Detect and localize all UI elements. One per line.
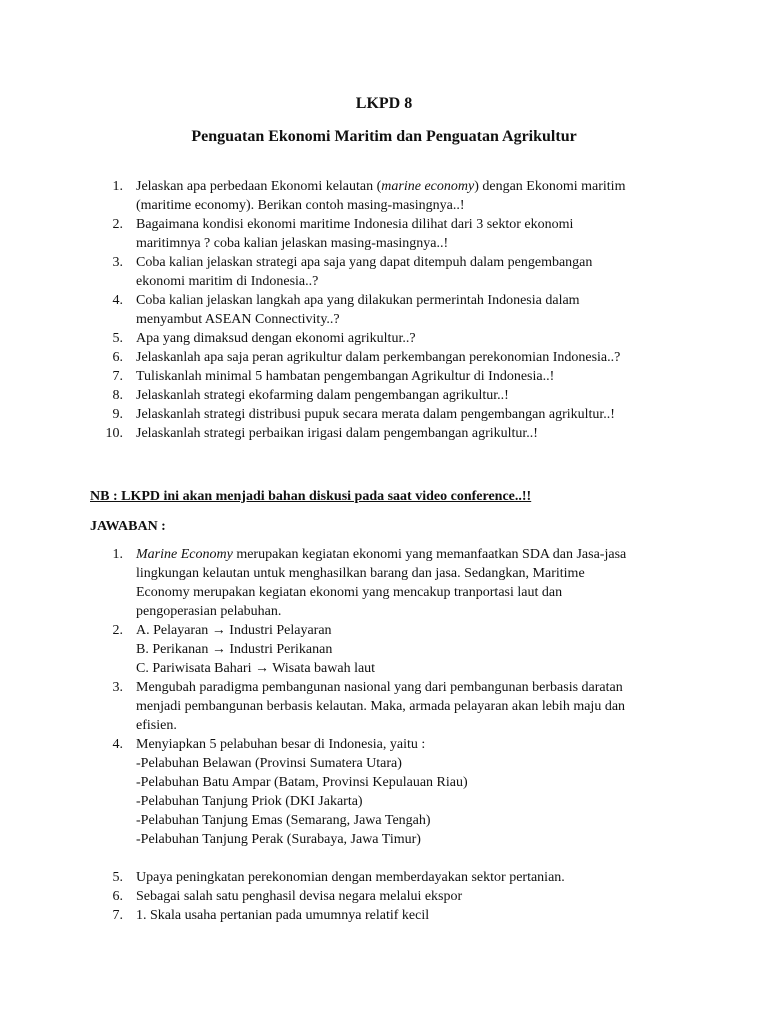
- page-title: LKPD 8: [355, 95, 413, 112]
- question-text: Tuliskanlah minimal 5 hambatan pengembangan Agrikultur di Indonesia..!: [136, 369, 555, 384]
- answer-item-1: [90, 545, 690, 621]
- question-item-6: [90, 348, 690, 367]
- answer-text: efisien.: [136, 718, 177, 733]
- question-text: Apa yang dimaksud dengan ekonomi agrikultur..?: [136, 331, 416, 346]
- answer-number: 6.: [112, 889, 123, 904]
- answer-text: merupakan kegiatan ekonomi yang memanfaatkan SDA dan Jasa-jasa: [232, 547, 627, 562]
- question-list: [90, 177, 690, 443]
- question-item-9: [90, 405, 690, 424]
- question-text: menyambut ASEAN Connectivity..?: [136, 312, 340, 327]
- question-number: 8.: [112, 388, 123, 403]
- answer-text-italic: Marine Economy: [136, 547, 233, 562]
- question-text: Jelaskanlah apa saja peran agrikultur dalam perkembangan perekonomian Indonesia..?: [136, 350, 621, 365]
- answer-item-6: [90, 887, 690, 906]
- answer-number: 4.: [112, 737, 123, 752]
- answer-text: Economy merupakan kegiatan ekonomi yang mencakup tranportasi laut dan: [136, 585, 563, 600]
- question-text: Jelaskanlah strategi distribusi pupuk secara merata dalam pengembangan agrikultur..!: [136, 407, 615, 422]
- question-text: ) dengan Ekonomi maritim: [474, 179, 626, 194]
- question-number: 4.: [112, 293, 123, 308]
- answer-text: -Pelabuhan Tanjung Priok (DKI Jakarta): [136, 794, 363, 809]
- answer-text: Sebagai salah satu penghasil devisa negara melalui ekspor: [136, 889, 463, 904]
- answers-heading: JAWABAN :: [90, 519, 166, 534]
- answer-text: 1. Skala usaha pertanian pada umumnya relatif kecil: [136, 908, 430, 923]
- answer-number: 3.: [112, 680, 123, 695]
- question-text: (maritime economy). Berikan contoh masing-masingnya..!: [136, 198, 465, 213]
- question-text: Coba kalian jelaskan langkah apa yang dilakukan permerintah Indonesia dalam: [136, 293, 580, 308]
- answer-text: B. Perikanan → Industri Perikanan: [136, 642, 333, 657]
- answer-number: 7.: [112, 908, 123, 923]
- question-item-4: [90, 291, 690, 329]
- question-text: Bagaimana kondisi ekonomi maritime Indonesia dilihat dari 3 sektor ekonomi: [136, 217, 574, 232]
- answer-number: 2.: [112, 623, 123, 638]
- question-number: 10.: [105, 426, 123, 441]
- question-text: ekonomi maritim di Indonesia..?: [136, 274, 319, 289]
- question-item-8: [90, 386, 690, 405]
- answer-item-2: [90, 621, 690, 678]
- question-number: 6.: [112, 350, 123, 365]
- question-number: 1.: [112, 179, 123, 194]
- answer-item-7: [90, 906, 690, 925]
- answer-number: 1.: [112, 547, 123, 562]
- question-number: 7.: [112, 369, 123, 384]
- question-item-7: [90, 367, 690, 386]
- page-subtitle: Penguatan Ekonomi Maritim dan Penguatan Agrikultur: [191, 128, 577, 145]
- question-number: 5.: [112, 331, 123, 346]
- answer-text: pengoperasian pelabuhan.: [136, 604, 282, 619]
- answer-text: -Pelabuhan Tanjung Emas (Semarang, Jawa Tengah): [136, 813, 431, 828]
- question-item-1: [90, 177, 690, 215]
- question-text: Jelaskan apa perbedaan Ekonomi kelautan (: [136, 179, 382, 194]
- answer-number: 5.: [112, 870, 123, 885]
- question-number: 2.: [112, 217, 123, 232]
- answer-text: lingkungan kelautan untuk menghasilkan barang dan jasa. Sedangkan, Maritime: [136, 566, 585, 581]
- answer-text: -Pelabuhan Batu Ampar (Batam, Provinsi Kepulauan Riau): [136, 775, 468, 790]
- question-text: Jelaskanlah strategi perbaikan irigasi dalam pengembangan agrikultur..!: [136, 426, 538, 441]
- question-item-10: [90, 424, 690, 443]
- spacer: [136, 849, 690, 868]
- question-number: 9.: [112, 407, 123, 422]
- answer-text: -Pelabuhan Tanjung Perak (Surabaya, Jawa Timur): [136, 832, 421, 847]
- answer-text: A. Pelayaran → Industri Pelayaran: [136, 623, 332, 638]
- answer-text: Mengubah paradigma pembangunan nasional yang dari pembangunan berbasis daratan: [136, 680, 623, 695]
- question-number: 3.: [112, 255, 123, 270]
- question-text-italic: marine economy: [381, 179, 475, 194]
- question-item-2: [90, 215, 690, 253]
- answer-text: Upaya peningkatan perekonomian dengan memberdayakan sektor pertanian.: [136, 870, 565, 885]
- answer-item-3: [90, 678, 690, 735]
- answer-text: Menyiapkan 5 pelabuhan besar di Indonesia, yaitu :: [136, 737, 426, 752]
- question-item-5: [90, 329, 690, 348]
- answer-list: [90, 545, 690, 925]
- question-text: maritimnya ? coba kalian jelaskan masing-masingnya..!: [136, 236, 449, 251]
- note-text: NB : LKPD ini akan menjadi bahan diskusi pada saat video conference..!!: [90, 489, 532, 504]
- question-text: Coba kalian jelaskan strategi apa saja yang dapat ditempuh dalam pengembangan: [136, 255, 593, 270]
- answer-item-4: [90, 735, 690, 868]
- question-item-3: [90, 253, 690, 291]
- answer-text: C. Pariwisata Bahari → Wisata bawah laut: [136, 661, 376, 676]
- answer-item-5: [90, 868, 690, 887]
- answer-text: -Pelabuhan Belawan (Provinsi Sumatera Utara): [136, 756, 402, 771]
- question-text: Jelaskanlah strategi ekofarming dalam pengembangan agrikultur..!: [136, 388, 509, 403]
- answer-text: menjadi pembangunan berbasis kelautan. Maka, armada pelayaran akan lebih maju dan: [136, 699, 626, 714]
